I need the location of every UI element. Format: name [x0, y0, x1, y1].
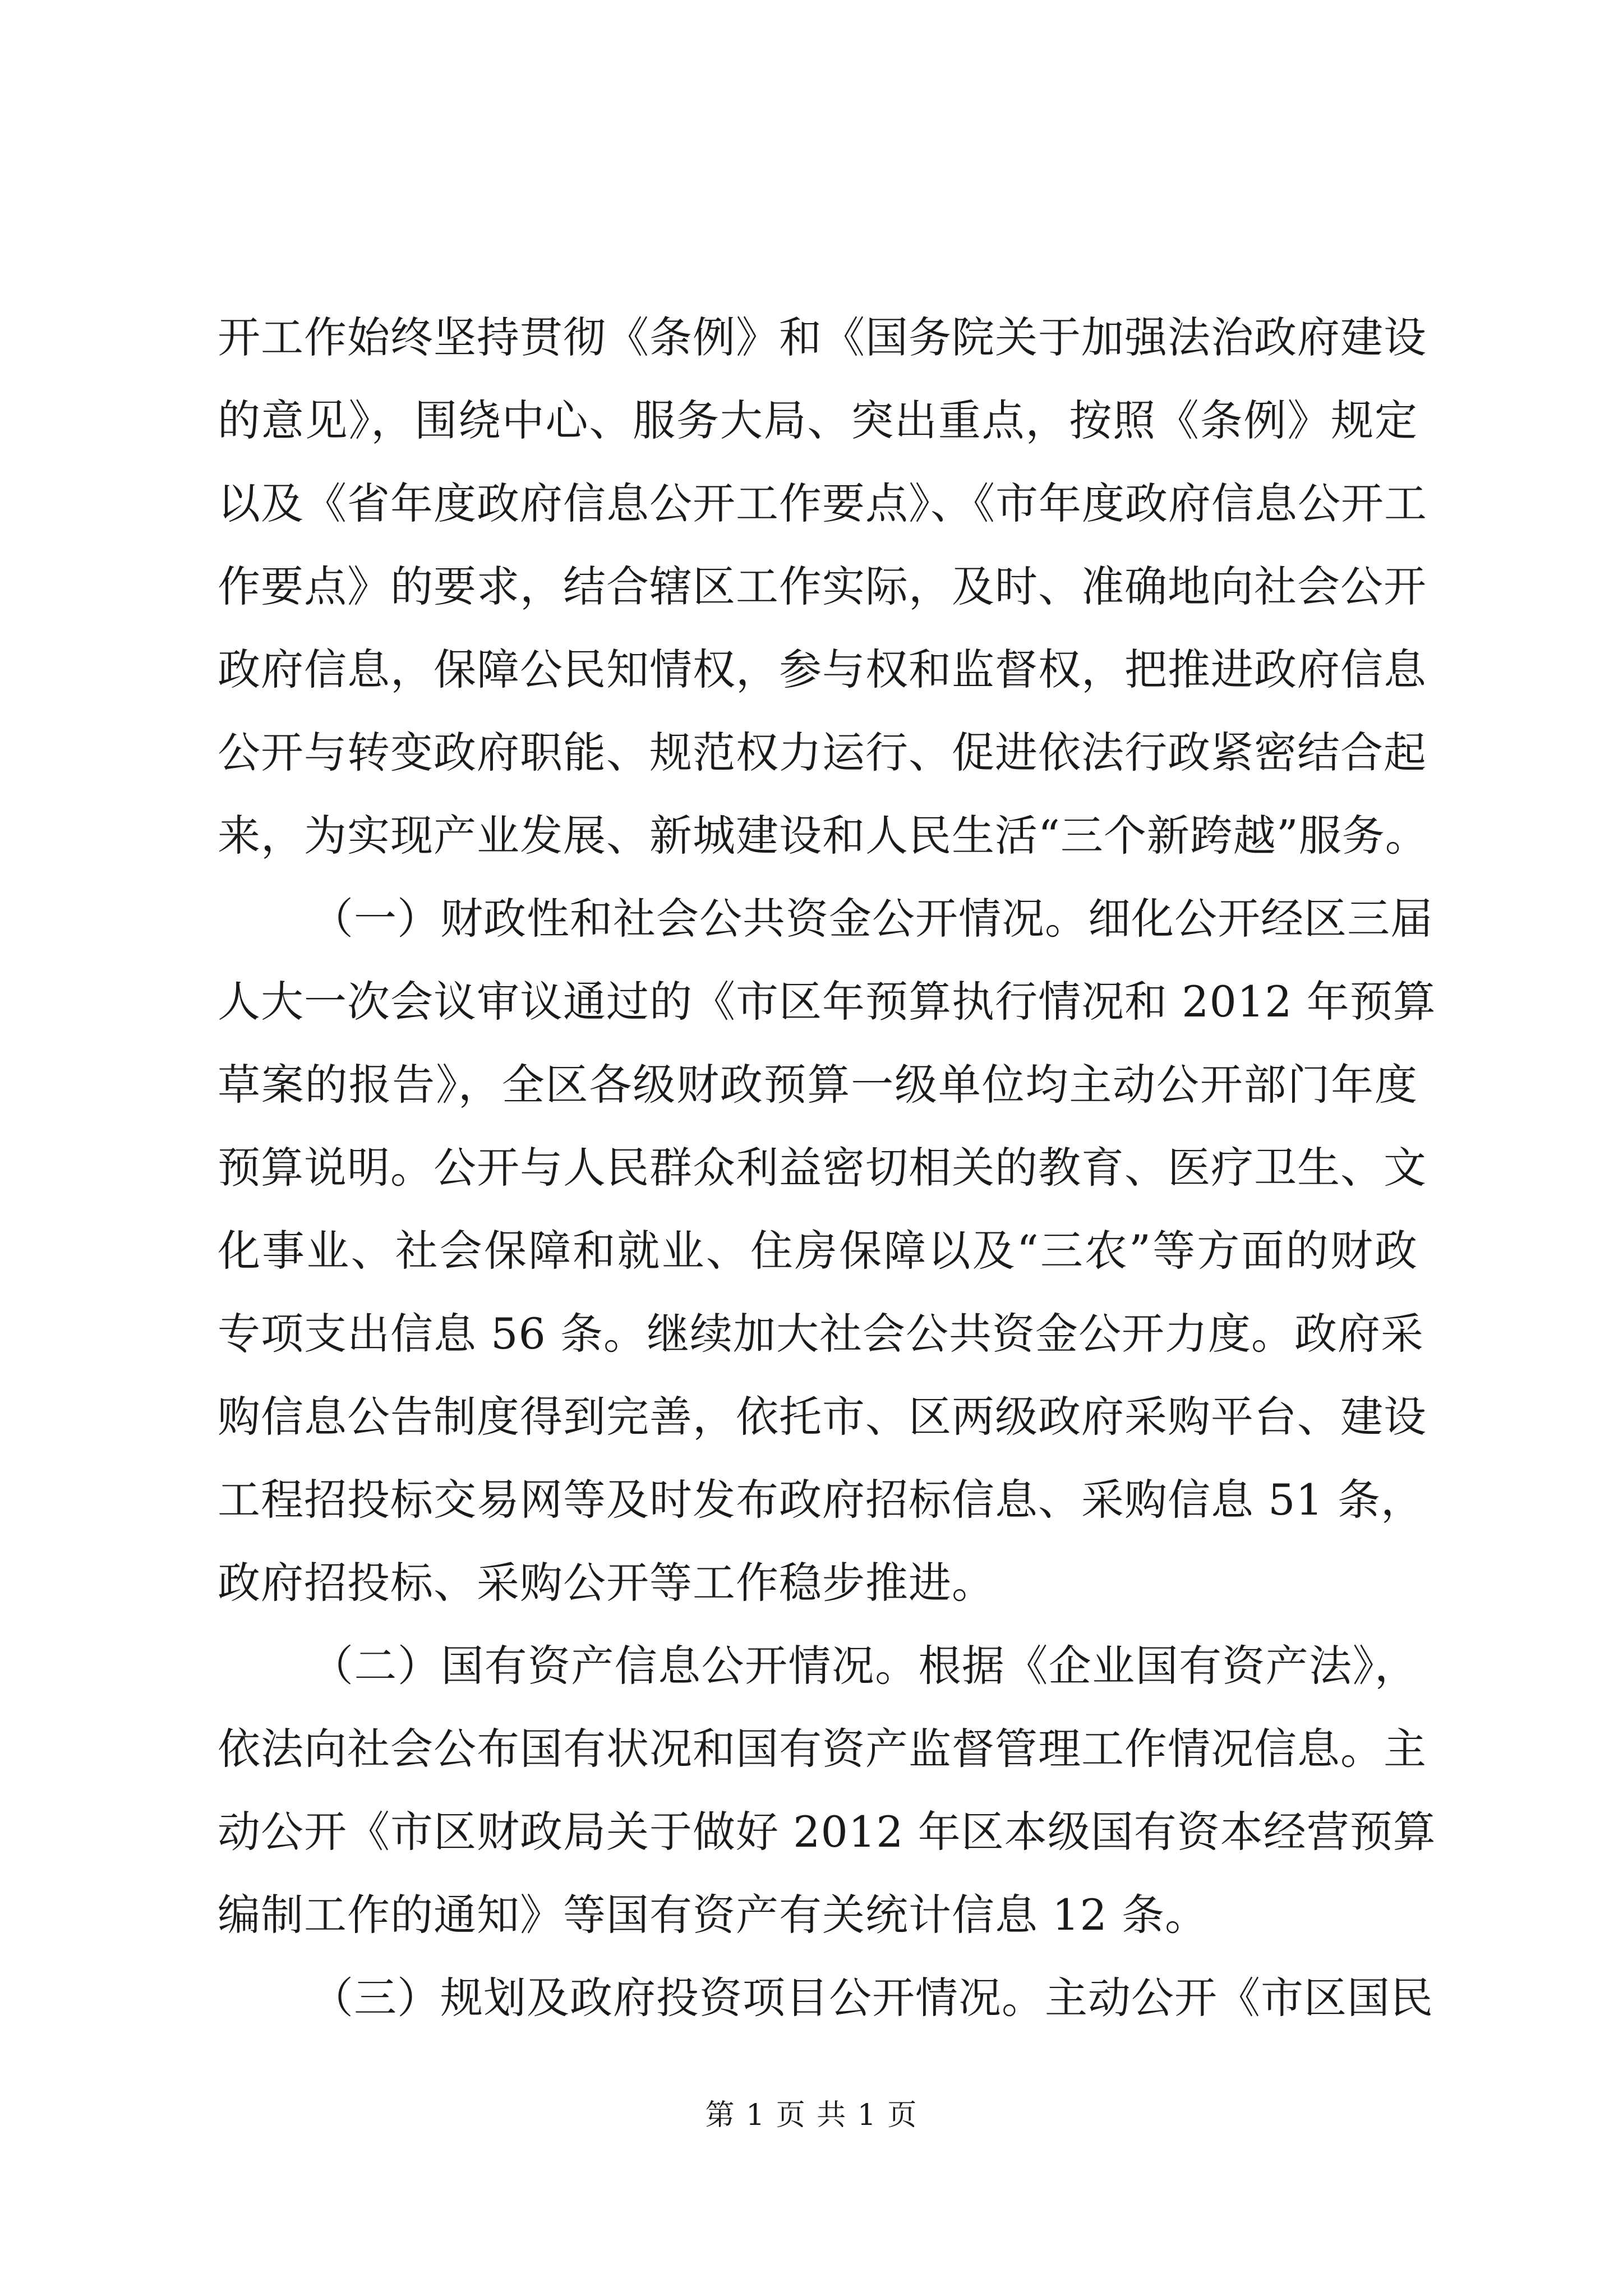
- text-line: 依法向社会公布国有状况和国有资产监督管理工作情况信息。主: [218, 1724, 1427, 1774]
- text-line: 人大一次会议审议通过的《市区年预算执行情况和 2012 年预算: [218, 977, 1436, 1027]
- text-line: 工程招投标交易网等及时发布政府招标信息、采购信息 51 条，: [218, 1475, 1424, 1525]
- text-line: 作要点》的要求，结合辖区工作实际，及时、准确地向社会公开: [218, 562, 1427, 611]
- text-line: （一）财政性和社会公共资金公开情况。细化公开经区三届: [311, 894, 1433, 944]
- text-line: 化事业、社会保障和就业、住房保障以及“三农”等方面的财政: [218, 1226, 1418, 1276]
- text-line: 政府招投标、采购公开等工作稳步推进。: [218, 1558, 995, 1608]
- page-footer: 第 1 页 共 1 页: [705, 2099, 918, 2132]
- text-line: 预算说明。公开与人民群众利益密切相关的教育、医疗卫生、文: [218, 1143, 1427, 1193]
- text-line: （二）国有资产信息公开情况。根据《企业国有资产法》，: [311, 1641, 1418, 1691]
- document-body: [218, 296, 1436, 2040]
- paragraph-planning-projects: [218, 1957, 1433, 2040]
- text-line: 公开与转变政府职能、规范权力运行、促进依法行政紧密结合起: [218, 728, 1427, 777]
- paragraph-fiscal-funds: [218, 877, 1436, 1625]
- text-line: 政府信息，保障公民知情权，参与权和监督权，把推进政府信息: [218, 645, 1427, 694]
- text-line: 购信息公告制度得到完善，依托市、区两级政府采购平台、建设: [218, 1392, 1427, 1442]
- text-line: 草案的报告》，全区各级财政预算一级单位均主动公开部门年度: [218, 1060, 1418, 1110]
- text-line: 动公开《市区财政局关于做好 2012 年区本级国有资本经营预算: [218, 1807, 1436, 1857]
- text-line: 来，为实现产业发展、新城建设和人民生活“三个新跨越”服务。: [218, 811, 1428, 861]
- text-line: 开工作始终坚持贯彻《条例》和《国务院关于加强法治政府建设: [218, 312, 1427, 362]
- text-line: 的意见》，围绕中心、服务大局、突出重点，按照《条例》规定: [218, 395, 1418, 445]
- paragraph-intro: [218, 296, 1428, 877]
- text-line: 编制工作的通知》等国有资产有关统计信息 12 条。: [218, 1890, 1209, 1940]
- paragraph-state-assets: [218, 1625, 1436, 1957]
- text-line: 以及《省年度政府信息公开工作要点》、《市年度政府信息公开工: [218, 478, 1427, 528]
- text-line: 专项支出信息 56 条。继续加大社会公共资金公开力度。政府采: [218, 1309, 1424, 1359]
- text-line: （三）规划及政府投资项目公开情况。主动公开《市区国民: [311, 1973, 1433, 2023]
